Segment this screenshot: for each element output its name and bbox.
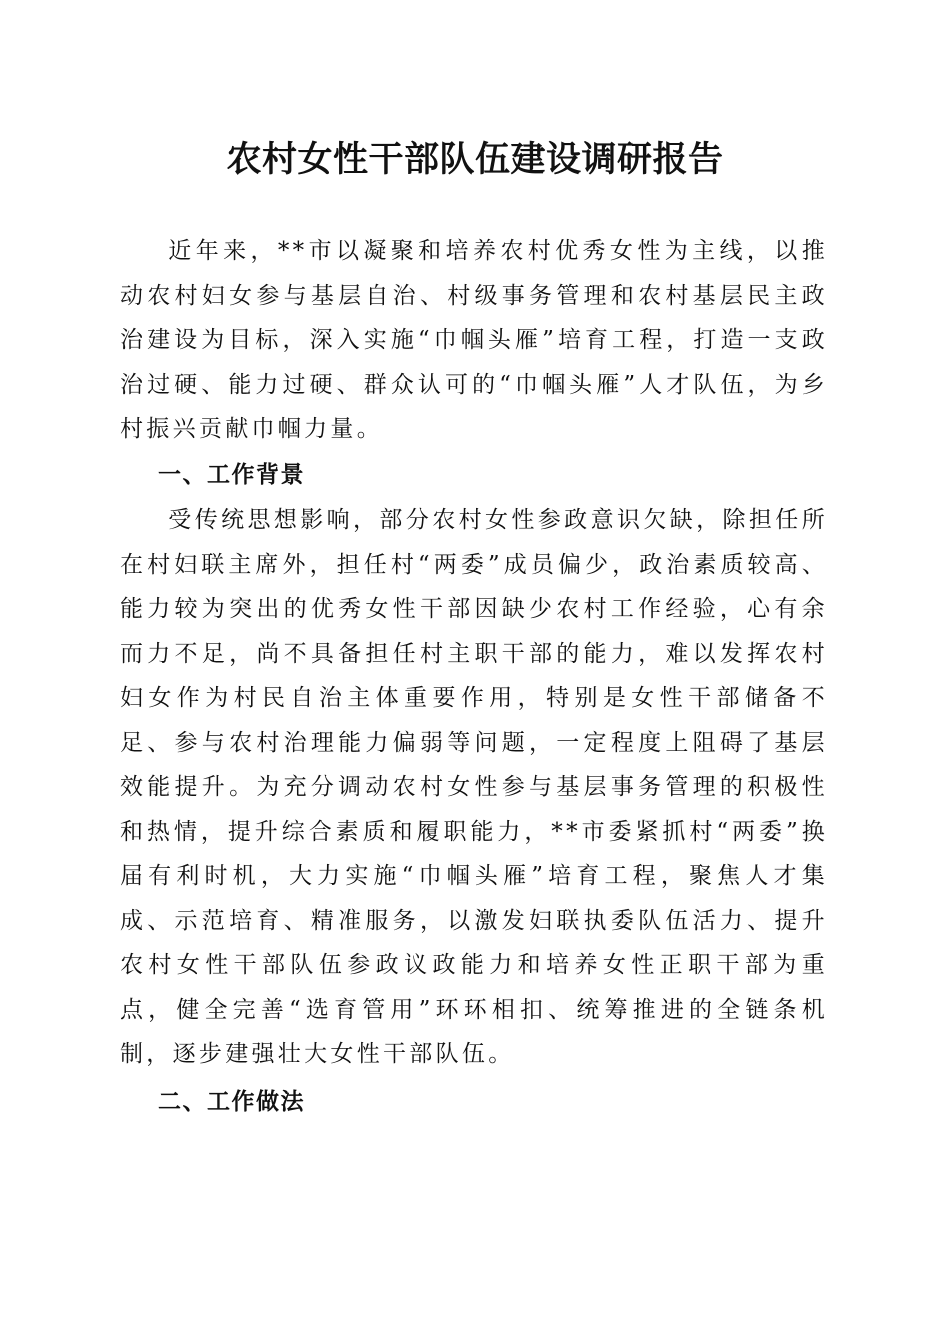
background-paragraph: 受传统思想影响，部分农村女性参政意识欠缺，除担任所在村妇联主席外，担任村“两委”成员偏少，政治素质较高、能力较为突出的优秀女性干部因缺少农村工作经验，心有余而力不足，尚不具备担任村主职干部的能力，难以发挥农村妇女作为村民自治主体重要作用，特别是女性干部储备不足、参与农村治理能力偏弱等问题，一定程度上阻碍了基层效能提升。为充分调动农村女性参与基层事务管理的积极性和热情，提升综合素质和履职能力，**市委紧抓村“两委”换届有利时机，大力实施“巾帼头雁”培育工程，聚焦人才集成、示范培育、精准服务，以激发妇联执委队伍活力、提升农村女性干部队伍参政议政能力和培养女性正职干部为重点，健全完善“选育管用”环环相扣、统筹推进的全链条机制，逐步建强壮大女性干部队伍。 [120, 507, 828, 1067]
intro-paragraph: 近年来，**市以凝聚和培养农村优秀女性为主线，以推动农村妇女参与基层自治、村级事务管理和农村基层民主政治建设为目标，深入实施“巾帼头雁”培育工程，打造一支政治过硬、能力过硬、群众认可的“巾帼头雁”人才队伍，为乡村振兴贡献巾帼力量。 [120, 238, 828, 442]
section-heading-background: 一、工作背景 [158, 462, 305, 488]
section-heading-practices: 二、工作做法 [158, 1089, 305, 1115]
document-title: 农村女性干部队伍建设调研报告 [226, 139, 724, 180]
